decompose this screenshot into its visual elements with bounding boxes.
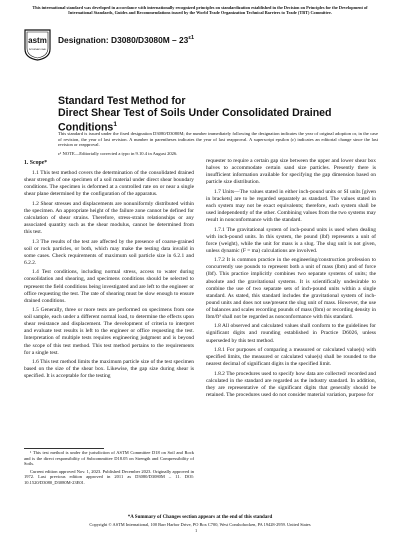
paragraph-1-7-1: 1.7.1 The gravitational system of inch-pound units is used when dealing with inch-pound units. In this system, the pound (lbf) represents a unit of force (weight), while the unit for mass is a slug. The slug unit is not given, unless dynamic (F = ma) calculations are involved. [206,226,376,254]
title-line-1: Standard Test Method for [58,95,186,107]
paragraph-1-7-2: 1.7.2 It is common practice in the engineering/construction profession to concurrently use pounds to represent both a unit of mass (lbm) and of force (lbf). This practice implicitly combines two separate systems of units; the absolute and the gravitational systems. It is scientifically undesirable to combine the use of two separate sets of inch-pound units within a single standard. As stated, this standard includes the gravitational system of inch-pound units and does not use/present the slug unit of mass. However, the use of balances and scales recording pounds of mass (lbm) or recording density in lbm/ft³ shall not be regarded as nonconformance with this standard. [206,257,376,320]
designation-superscript: ε1 [188,35,195,42]
paragraph-1-8-1: 1.8.1 For purposes of comparing a measured or calculated value(s) with specified limits, the measured or calculated value(s) shall be rounded to the nearest decimal of significant digits in the specified limit. [206,347,376,368]
paragraph-1-4: 1.4 Test conditions, including normal stress, access to water during consolidation and shearing, and specimens conditions should be selected to represent the field conditions being investigated and are left to the engineer or office requesting the test. The rate of shearing must be slow enough to ensure drained conditions. [24,269,194,304]
designation-label: Designation: D3080/D3080M – 23 [58,35,189,45]
document-title [58,95,378,134]
paragraph-1-6: 1.6 This test method limits the maximum particle size of the test specimen based on the size of the shear box. Likewise, the gap size during shear is specified. It is acceptable for the testing [24,359,194,380]
editorial-note: ε¹ NOTE—Editorially corrected a typo in 9.10.4 in August 2026. [58,150,178,156]
designation [58,35,194,45]
right-column [206,158,376,402]
paragraph-1-8: 1.8 All observed and calculated values shall conform to the guidelines for significant digits and rounding established in Practice D6026, unless superseded by this test method. [206,323,376,344]
astm-logo-icon [24,29,51,61]
svg-text:astm: astm [28,36,47,45]
paragraph-1-5: 1.5 Generally, three or more tests are performed on specimens from one soil sample, each under a different normal load, to determine the effects upon shear resistance and displacement. The development of criteria to interpret and evaluate test results is left to the engineer or office requesting the test. Interpretation of multiple tests requires engineering judgment and is beyond the scope of this test method. This test method pertains to the requirements for a single test. [24,307,194,356]
title-line-3: Conditions$^1$ [58,121,117,134]
title-superscript: 1 [113,121,117,129]
page-number: 1 [195,528,198,533]
standard-note [58,131,378,156]
footnotes [24,450,194,488]
title-line-2: Direct Shear Test of Soils Under Consolidated Drained [58,107,332,120]
svg-text:INTERNATIONAL: INTERNATIONAL [28,49,47,51]
summary-of-changes-note: *A Summary of Changes section appears at the end of this standard [127,515,273,520]
footnote-1: ¹ This test method is under the jurisdiction of ASTM Committee D18 on Soil and Rock and is the direct responsibility of Subcommittee D18.05 on Strength and Compressibility of Soils. [24,450,194,467]
copyright-line: Copyright © ASTM International, 100 Barr Harbor Drive, PO Box C700, West Conshohocken, PA 19428-2959. United States [89,522,311,527]
paragraph-1-8-2: 1.8.2 The procedures used to specify how data are collected/ recorded and calculated in the standard are regarded as the industry standard. In addition, they are representative of the significant digits that generally should be retained. The procedures used do not consider material variation, purpose for [206,370,376,399]
paragraph-1-3: 1.3 The results of the test are affected by the presence of coarse-grained soil or rock particles, or both, which may make the testing data invalid in some cases. Check requirements of maximum soil particle size in 6.2.1 and 6.2.2. [24,238,194,266]
left-column [24,158,194,383]
paragraph-1-1: 1.1 This test method covers the determination of the consolidated drained shear strength of one specimen of a soil material under direct shear boundary conditions. The specimen is deformed at a controlled rate on or near a single shear plane determined by the configuration of the apparatus. [24,170,194,198]
footnote-edition: Current edition approved Nov. 1, 2023. Published December 2023. Originally approved in 1972. Last previous edition approved in 2011 as D3080/D3080M – 11. DOI: 10.1520/D3080_D3080M-23E01. [24,468,194,485]
standards-notice: This international standard was developed in accordance with internationally recognized principles on standardization established in the Decision on Principles for the Development of International Standards, Guides and Recommendations issued by the World Trade Organization Technical Barriers to Trade (TBT) Committee. [32,5,368,16]
paragraph-1-6-cont: requester to require a certain gap size between the upper and lower shear box halves to accommodate certain sand size particles. Presently there is insufficient information available for specifying the gap dimension based on particle size distribution. [206,158,376,186]
paragraph-1-2: 1.2 Shear stresses and displacements are nonuniformly distributed within the specimen. An appropriate height of the failure zone cannot be defined for calculation of shear strains. Therefore, stress-strain relationships or any associated quantity such as the shear modulus, cannot be determined from this test. [24,200,194,236]
paragraph-1-7: 1.7 Units—The values stated in either inch-pound units or SI units [given in brackets] are to be regarded separately as standard. The values stated in each system may not be exact equivalents; therefore, each system shall be used independently of the other. Combining values from the two systems may result in nonconformance with the standard. [206,188,376,223]
designation-note: This standard is issued under the fixed designation D3080/D3080M; the number immediately following the designation indicates the year of original adoption or, in the case of revision, the year of last revision. A number in parentheses indicates the year of last reapproval. A superscript epsilon (ε) indicates an editorial change since the last revision or reapproval. [58,131,378,148]
section-heading-scope: 1. Scope* [24,160,48,166]
footnote-divider [24,448,104,449]
